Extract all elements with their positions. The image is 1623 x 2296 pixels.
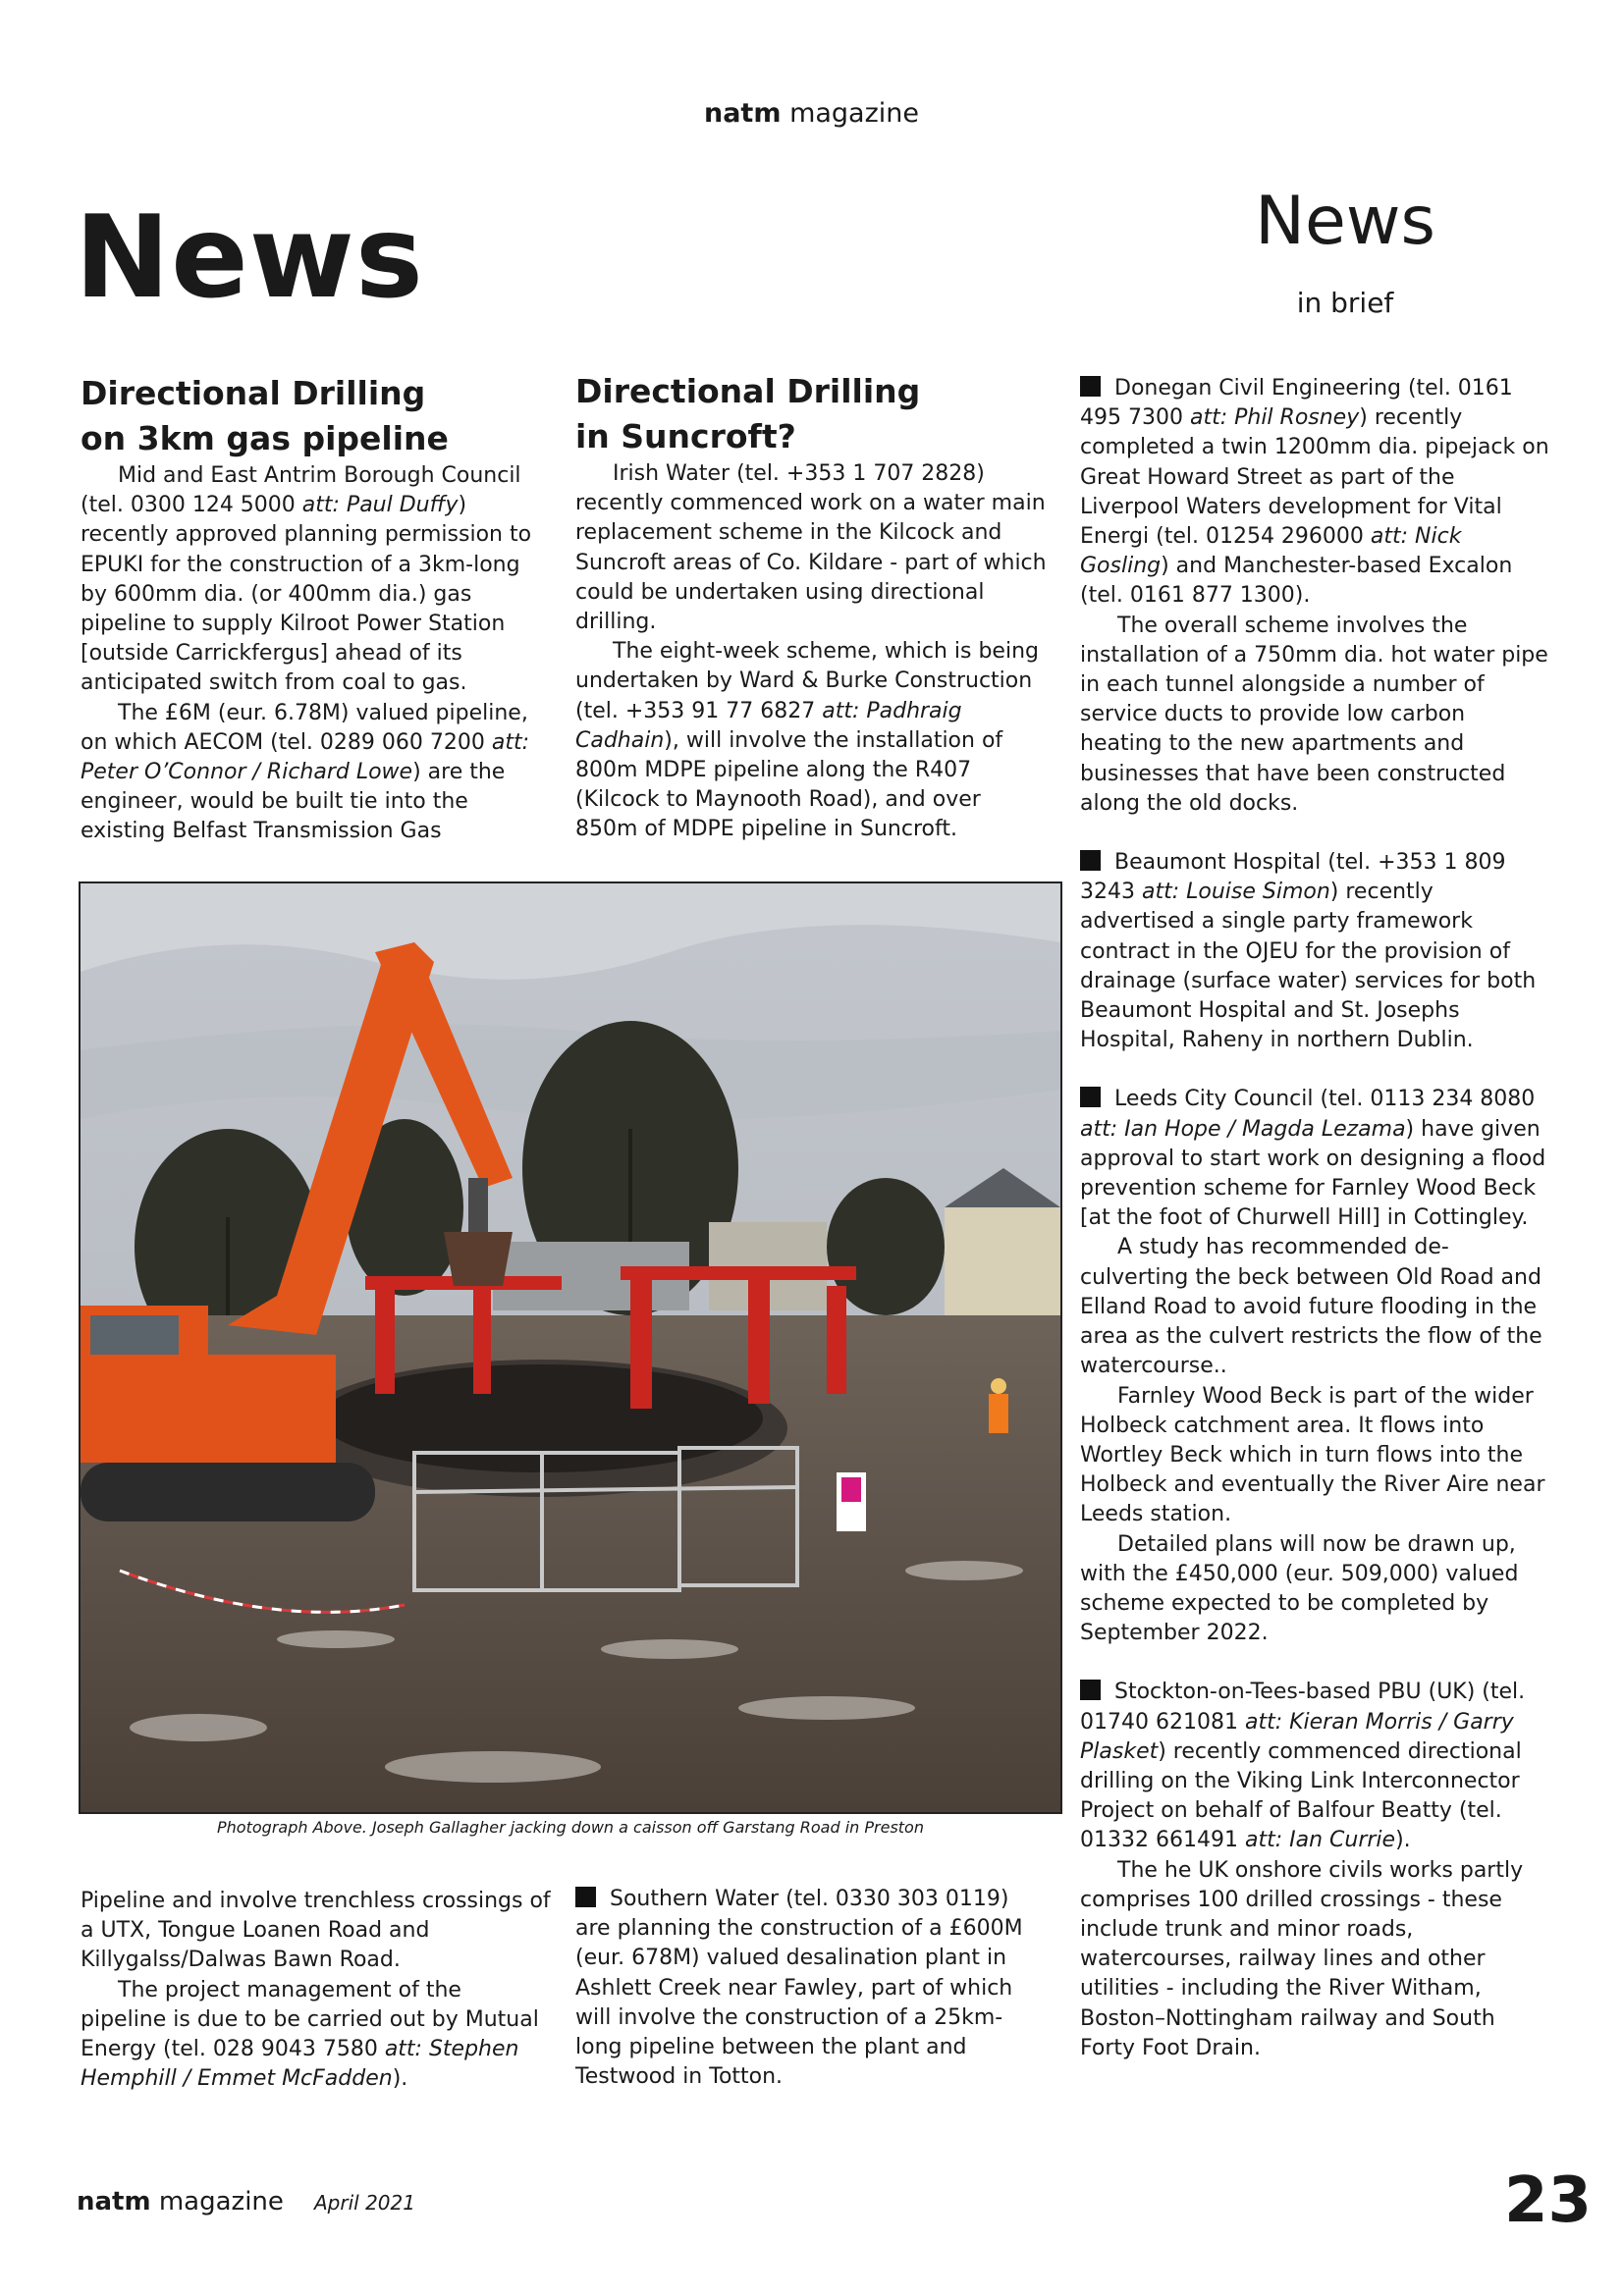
article-heading-line2: in Suncroft?	[575, 417, 796, 455]
article-paragraph: Detailed plans will now be drawn up, with the £450,000 (eur. 509,000) valued scheme expected to be completed by September 2022.	[1080, 1531, 1519, 1646]
text-run: The project management of the pipeline is due to be carried out by Mutual Energy (tel. 028 9043 7580	[81, 1977, 539, 2062]
contact-name: att: Stephen Hemphill / Emmet McFadden	[81, 2037, 519, 2092]
article-paragraph: A study has recommended de-culverting the beck between Old Road and Elland Road to avoid future flooding in the area as the culvert restricts the flow of the watercourse..	[1080, 1235, 1542, 1379]
photo-caption: Photograph Above. Joseph Gallagher jacking down a caisson off Garstang Road in Preston	[217, 1818, 924, 1837]
page-number: 23	[1504, 2164, 1593, 2237]
contact-name: att: Padhraig Cadhain	[575, 698, 962, 753]
text-run: The eight-week scheme, which is being undertaken by Ward & Burke Construction (tel. +353 91 77 6827	[575, 639, 1039, 723]
article-paragraph: Irish Water (tel. +353 1 707 2828) recently commenced work on a water main replacement scheme in the Kilcock and Suncroft areas of Co. Kildare - part of which could be undertaken using directional drilling.	[575, 461, 1047, 635]
bullet-square-icon	[1080, 376, 1101, 397]
text-run: ) recently completed a twin 1200mm dia. pipejack on Great Howard Street as part of the Liverpool Waters development for Vital Energi (tel. 01254 296000	[1080, 405, 1549, 550]
contact-name: att: Paul Duffy	[301, 493, 459, 518]
text-run: The £6M (eur. 6.78M) valued pipeline, on which AECOM (tel. 0289 060 7200	[81, 700, 528, 755]
text-run: ) are the engineer, would be built tie into the existing Belfast Transmission Gas	[81, 760, 506, 844]
news-in-brief-column	[1080, 374, 1551, 2063]
article-paragraph	[575, 637, 1047, 844]
article-heading	[81, 371, 552, 461]
article-heading	[575, 369, 1047, 459]
bullet-square-icon	[1080, 850, 1101, 871]
text-run: ) have given approval to start work on designing a flood prevention scheme for Farnley Wood Beck [at the foot of Churwell Hill] in Cottingley.	[1080, 1116, 1546, 1231]
article-paragraph	[81, 699, 552, 847]
article-heading-line2: on 3km gas pipeline	[81, 419, 449, 457]
text-run: Leeds City Council (tel. 0113 234 8080	[1114, 1087, 1536, 1112]
text-run: Stockton-on-Tees-based PBU (UK) (tel. 01740 621081	[1080, 1680, 1526, 1735]
masthead	[0, 98, 1623, 129]
bullet-square-icon	[1080, 1087, 1101, 1107]
text-run: Beaumont Hospital (tel. +353 1 809 3243	[1080, 850, 1506, 905]
masthead-brand-bold: natm	[703, 98, 782, 129]
text-run: ).	[392, 2066, 408, 2092]
article-paragraph	[1080, 1085, 1551, 1233]
article-paragraph: Farnley Wood Beck is part of the wider Holbeck catchment area. It flows into Wortley Beck which in turn flows into the Holbeck and eventually the River Aire near Leeds station.	[1080, 1383, 1545, 1527]
text-run: ) recently commenced directional drilling on the Viking Link Interconnector Project on behalf of Balfour Beatty (tel. 01332 661491	[1080, 1738, 1522, 1853]
item-leeds	[1080, 1085, 1551, 1648]
construction-site-image	[81, 883, 1060, 1812]
article-paragraph	[1080, 848, 1551, 1055]
text-run: ) recently approved planning permission to EPUKI for the construction of a 3km-long by 600mm dia. (or 400mm dia.) gas pipeline to supply Kilroot Power Station [outside Carrickfergus] ahead of its anticipated switch from coal to gas.	[81, 493, 532, 696]
page-title: News	[75, 191, 424, 324]
bullet-square-icon	[1080, 1680, 1101, 1700]
contact-name: att: Phil Rosney	[1189, 405, 1360, 431]
article-gas-pipeline	[81, 371, 552, 847]
bullet-square-icon	[575, 1887, 596, 1907]
article-paragraph	[575, 1885, 1047, 2092]
item-beaumont	[1080, 848, 1551, 1055]
footer-brand-bold: natm	[77, 2187, 151, 2216]
text-run: Southern Water (tel. 0330 303 0119) are planning the construction of a £600M (eur. 678M) valued desalination plant in Ashlett Creek near Fawley, part of which will involve the construction of a 25km-long pipeline between the plant and Testwood in Totton.	[575, 1887, 1023, 2090]
item-southern-water	[575, 1885, 1047, 2092]
article-paragraph	[1080, 1678, 1551, 1855]
article-paragraph: The he UK onshore civils works partly comprises 100 drilled crossings - these include trunk and minor roads, watercourses, railway lines and other utilities - including the River Witham, Boston–Nottingham railway and South Forty Foot Drain.	[1080, 1857, 1524, 2060]
contact-name: att: Ian Currie	[1244, 1828, 1396, 1853]
article-paragraph	[81, 461, 552, 699]
contact-name: att: Nick Gosling	[1080, 524, 1462, 579]
issue-date: April 2021	[314, 2191, 415, 2215]
contact-name: att: Peter O’Connor / Richard Lowe	[81, 729, 530, 785]
text-run: Donegan Civil Engineering (tel. 0161 495 7300	[1080, 376, 1513, 431]
item-stockton	[1080, 1678, 1551, 2063]
construction-photo	[79, 881, 1062, 1814]
footer-brand-rest: magazine	[158, 2187, 284, 2216]
text-run: ) and Manchester-based Excalon (tel. 0161 877 1300).	[1080, 554, 1513, 609]
item-donegan	[1080, 374, 1551, 819]
text-run: ).	[1395, 1828, 1411, 1853]
contact-name: att: Kieran Morris / Garry Plasket	[1080, 1709, 1514, 1764]
brief-title: News	[1255, 183, 1435, 260]
article-suncroft	[575, 369, 1047, 845]
contact-name: att: Louise Simon	[1141, 880, 1330, 905]
article-heading-line1: Directional Drilling	[575, 372, 921, 410]
article-paragraph	[81, 1976, 552, 2095]
masthead-brand-rest: magazine	[789, 98, 919, 129]
article-paragraph: Pipeline and involve trenchless crossings of a UTX, Tongue Loanen Road and Killygalss/Dalwas Bawn Road.	[81, 1889, 551, 1973]
article-heading-line1: Directional Drilling	[81, 374, 426, 412]
text-run: ) recently advertised a single party framework contract in the OJEU for the provision of drainage (surface water) services for both Beaumont Hospital and St. Josephs Hospital, Raheny in northern Dublin.	[1080, 880, 1537, 1053]
text-run: ), will involve the installation of 800m MDPE pipeline along the R407 (Kilcock to Maynooth Road), and over 850m of MDPE pipeline in Suncroft.	[575, 727, 1003, 842]
article-paragraph: The overall scheme involves the installation of a 750mm dia. hot water pipe in each tunnel alongside a number of service ducts to provide low carbon heating to the new apartments and businesses that have been constructed along the old docks.	[1080, 613, 1548, 816]
contact-name: att: Ian Hope / Magda Lezama	[1080, 1116, 1406, 1142]
brief-subtitle: in brief	[1296, 287, 1394, 319]
article-paragraph	[1080, 374, 1551, 612]
text-run: Mid and East Antrim Borough Council (tel. 0300 124 5000	[81, 463, 521, 518]
footer-brand	[77, 2187, 284, 2216]
article-gas-pipeline-continued	[81, 1887, 552, 2094]
